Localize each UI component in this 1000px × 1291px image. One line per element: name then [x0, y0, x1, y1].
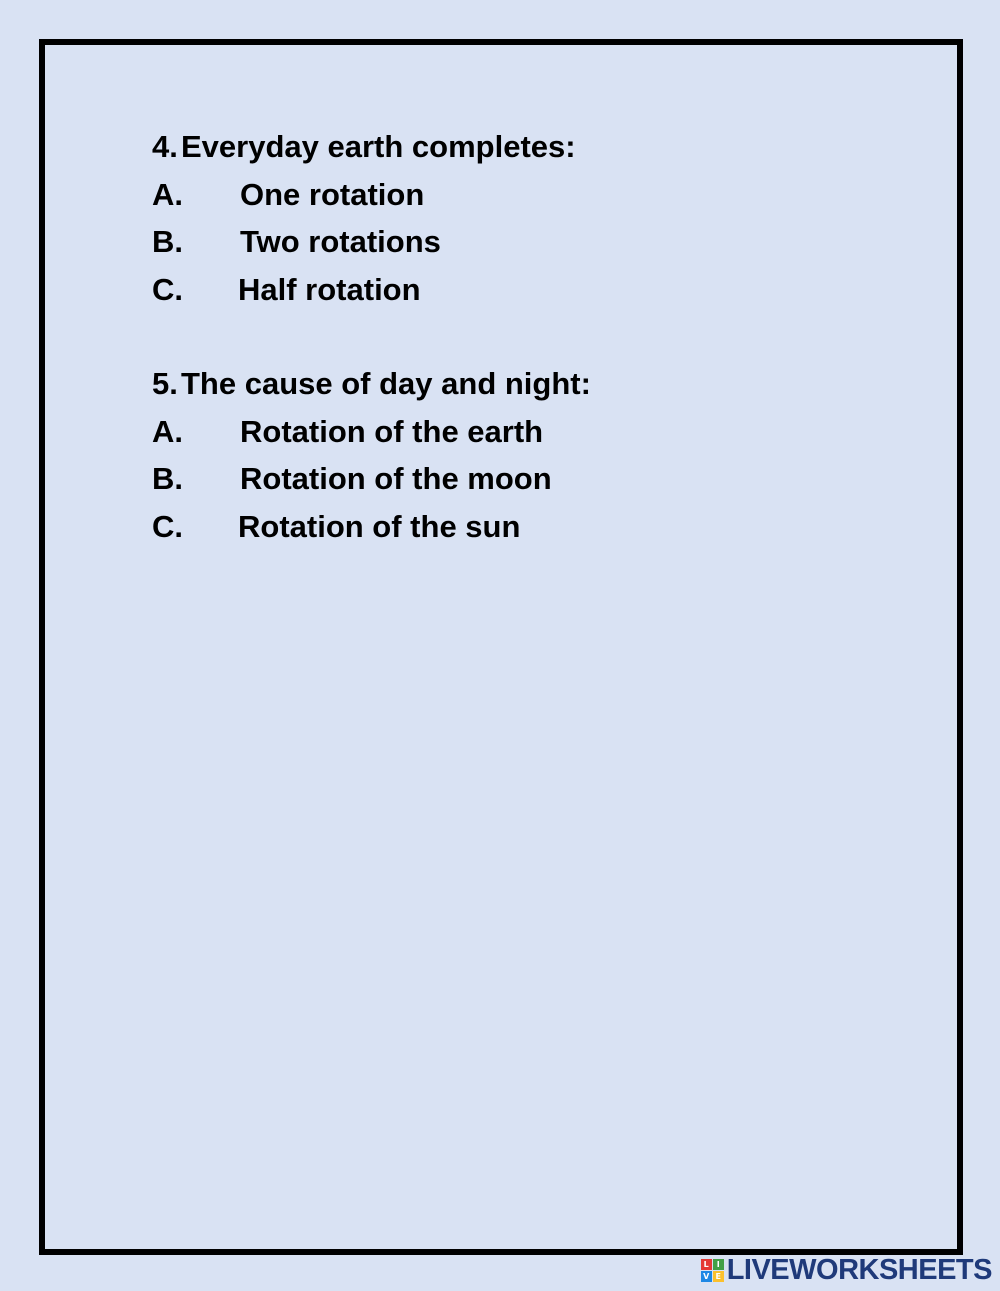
logo-tile: E [713, 1271, 724, 1282]
question-stem [152, 360, 912, 408]
question-number: 5. [152, 366, 178, 401]
logo-tile: I [713, 1259, 724, 1270]
option-letter: A. [152, 176, 183, 212]
question-stem [152, 123, 912, 171]
option-c[interactable] [152, 266, 912, 314]
option-text: One rotation [240, 176, 425, 212]
logo-tile: V [701, 1271, 712, 1282]
option-letter: B. [152, 461, 183, 496]
option-text: Rotation of the earth [240, 413, 544, 449]
question-number: 4. [152, 129, 178, 164]
option-letter: A. [152, 413, 183, 449]
option-text: Two rotations [240, 224, 441, 259]
option-letter: B. [152, 224, 183, 259]
question-text: Everyday earth completes: [181, 129, 576, 164]
option-c[interactable] [152, 503, 912, 551]
option-b[interactable] [152, 455, 912, 503]
option-letter: C. [152, 271, 183, 307]
liveworksheets-logo-icon [701, 1259, 724, 1282]
option-text: Half rotation [238, 271, 421, 307]
option-a[interactable] [152, 408, 912, 456]
option-text: Rotation of the moon [240, 461, 552, 496]
brand-name: LIVEWORKSHEETS [726, 1253, 992, 1286]
worksheet-frame [39, 39, 963, 1255]
liveworksheets-brand[interactable] [701, 1255, 992, 1285]
logo-tile: L [701, 1259, 712, 1270]
option-letter: C. [152, 508, 183, 544]
question-5 [152, 360, 912, 550]
question-text: The cause of day and night: [181, 366, 591, 401]
question-4 [152, 123, 912, 313]
option-text: Rotation of the sun [238, 508, 521, 544]
option-a[interactable] [152, 171, 912, 219]
option-b[interactable] [152, 218, 912, 266]
